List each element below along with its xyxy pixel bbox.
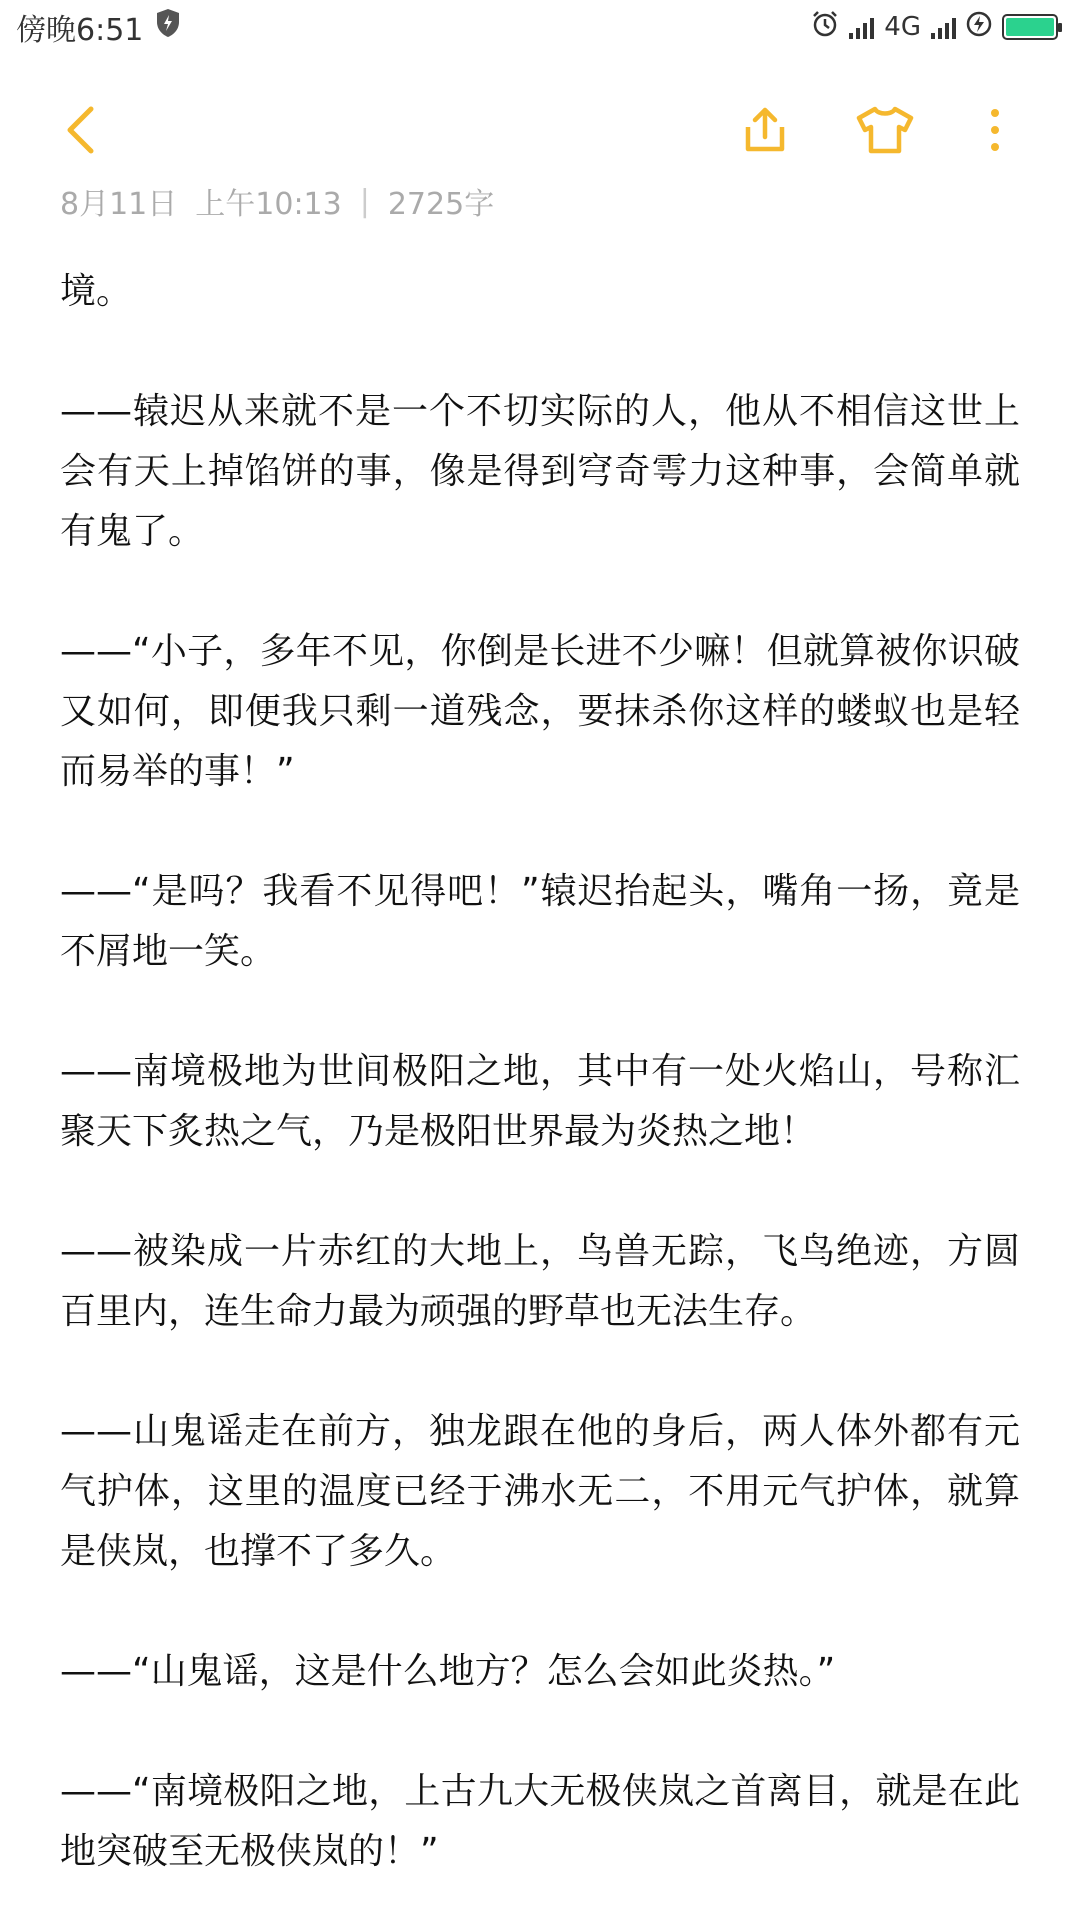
share-icon bbox=[740, 105, 790, 155]
battery-icon bbox=[1002, 14, 1058, 40]
paragraph: ——被染成一片赤红的大地上，鸟兽无踪，飞鸟绝迹，方圆百里内，连生命力最为顽强的野草也无法生存。 bbox=[60, 1231, 1020, 1332]
status-right bbox=[811, 10, 1058, 45]
back-icon bbox=[63, 105, 97, 155]
alarm-icon bbox=[811, 10, 839, 45]
note-meta bbox=[60, 180, 494, 222]
shield-icon bbox=[155, 8, 181, 46]
more-button[interactable] bbox=[970, 90, 1020, 170]
paragraph: ——南境极地为世间极阳之地，其中有一处火焰山，号称汇聚天下炙热之气，乃是极阳世界最为炎热之地！ bbox=[60, 1051, 1020, 1152]
network-type: 4G bbox=[884, 12, 921, 42]
word-count: 2725字 bbox=[387, 187, 495, 222]
theme-button[interactable] bbox=[845, 90, 925, 170]
note-date: 8月11日 bbox=[60, 187, 178, 222]
paragraph: ——“山鬼谣，这是什么地方？怎么会如此炎热。” bbox=[60, 1651, 836, 1692]
status-bar bbox=[0, 0, 1080, 54]
note-time: 上午10:13 bbox=[195, 187, 342, 222]
signal-1-icon bbox=[849, 15, 874, 39]
paragraph: ——山鬼谣走在前方，独龙跟在他的身后，两人体外都有元气护体，这里的温度已经于沸水无二，不用元气护体，就算是侠岚，也撑不了多久。 bbox=[60, 1411, 1020, 1572]
paragraph: ——“南境极阳之地，上古九大无极侠岚之首离目，就是在此地突破至无极侠岚的！” bbox=[60, 1771, 1020, 1872]
share-button[interactable] bbox=[730, 90, 800, 170]
paragraph: ——“是吗？我看不见得吧！”辕迟抬起头，嘴角一扬，竟是不屑地一笑。 bbox=[60, 871, 1020, 972]
paragraph: 境。 bbox=[60, 271, 133, 312]
charging-icon bbox=[966, 11, 992, 44]
note-content[interactable] bbox=[60, 262, 1020, 1882]
paragraph: ——“小子，多年不见，你倒是长进不少嘛！但就算被你识破又如何，即便我只剩一道残念，要抹杀你这样的蝼蚁也是轻而易举的事！” bbox=[60, 631, 1020, 792]
paragraph: ——辕迟从来就不是一个不切实际的人，他从不相信这世上会有天上掉馅饼的事，像是得到穹奇雩力这种事，会简单就有鬼了。 bbox=[60, 391, 1020, 552]
signal-2-icon bbox=[931, 15, 956, 39]
status-left bbox=[16, 5, 181, 49]
more-icon bbox=[988, 107, 1002, 153]
back-button[interactable] bbox=[50, 90, 110, 170]
meta-separator: | bbox=[359, 183, 370, 219]
toolbar bbox=[0, 80, 1080, 180]
status-time: 傍晚6:51 bbox=[16, 13, 144, 48]
theme-shirt-icon bbox=[855, 105, 915, 155]
